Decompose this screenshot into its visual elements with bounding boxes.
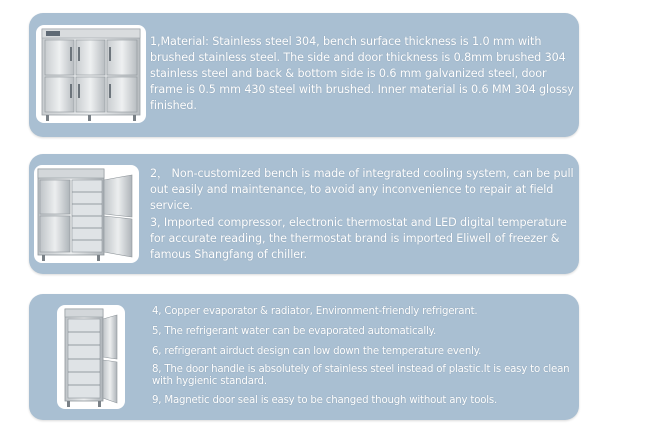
- feature-text-3: 3, Imported compressor, electronic thermostat and LED digital temperature for accurate reading, the thermostat brand is imported Eliwell of freezer & famous Shangfang of chiller.: [150, 216, 567, 261]
- cooling-description: [150, 166, 575, 263]
- feature-panel-cooling: [29, 154, 579, 274]
- product-photo-open-two-door-fridge: [57, 305, 125, 409]
- feature-panel-material: [29, 13, 579, 137]
- feature-text-1: 1,Material: Stainless steel 304, bench surface thickness is 1.0 mm with brushed stainless steel. The side and door thickness is 0.8mm brushed 304 stainless steel and back & bottom side is 0.6 mm galvanized steel, door frame is 0.5 mm 430 steel with brushed. Inner material is 0.6 MM 304 glossy finished.: [150, 35, 574, 112]
- feature-text-4: 4, Copper evaporator & radiator, Environment-friendly refrigerant.: [152, 306, 478, 317]
- open-two-door-fridge-image: [57, 305, 125, 409]
- feature-panel-components: [29, 294, 579, 420]
- feature-text-9: 9, Magnetic door seal is easy to be changed though without any tools.: [152, 395, 498, 406]
- feature-text-2: 2， Non-customized bench is made of integrated cooling system, can be pull out easily and maintenance, to avoid any inconvenience to repair at field service.: [150, 167, 574, 212]
- product-photo-open-four-door-fridge: [34, 165, 139, 263]
- feature-text-6: 6, refrigerant airduct design can low down the temperature evenly.: [152, 346, 482, 357]
- product-photo-six-door-fridge: [36, 25, 146, 123]
- six-door-fridge-image: [36, 25, 146, 123]
- open-four-door-fridge-image: [34, 165, 139, 263]
- material-description: [150, 34, 575, 114]
- feature-text-8: 8, The door handle is absolutely of stainless steel instead of plastic.It is easy to clean with hygienic standard.: [152, 364, 570, 387]
- components-description: [152, 304, 577, 413]
- feature-text-5: 5, The refrigerant water can be evaporated automatically.: [152, 326, 437, 337]
